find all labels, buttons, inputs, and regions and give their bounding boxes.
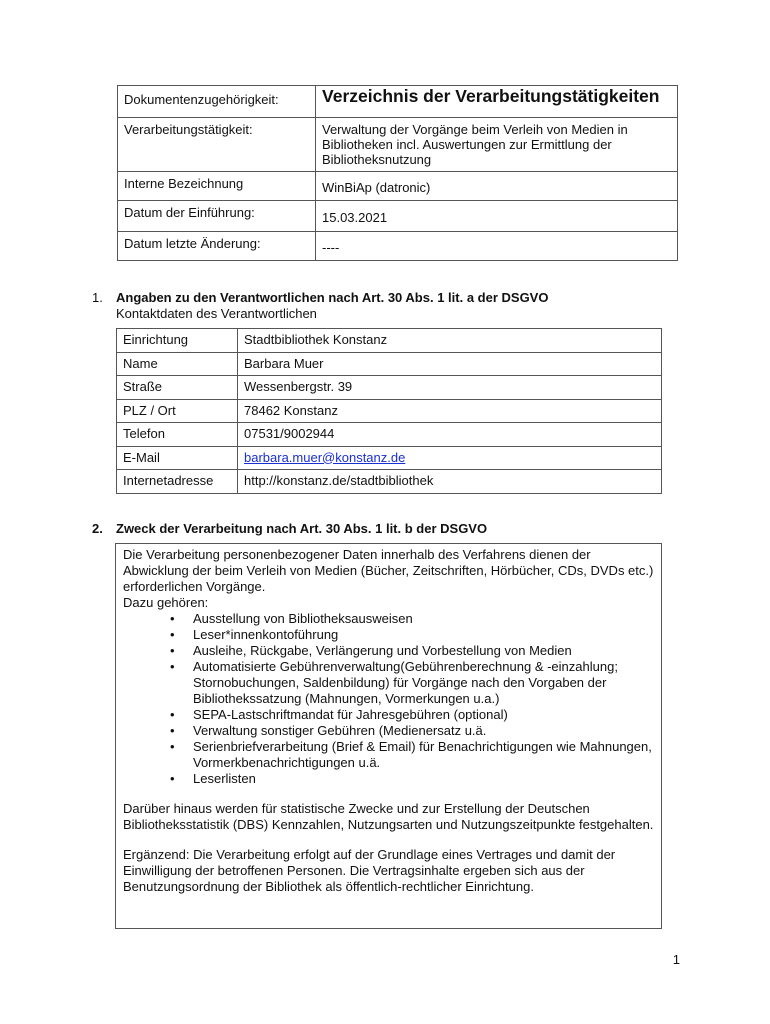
header-key-internal-name: Interne Bezeichnung [118,172,316,201]
section1-number: 1. [92,290,103,305]
contact-row [117,329,662,353]
purpose-intro: Die Verarbeitung personenbezogener Daten innerhalb des Verfahrens dienen der Abwicklung der beim Verleih von Medien (Bücher, Zeitschriften, Hörbücher, CDs, DVDs etc.) erforderlichen Vorgänge. [123,547,654,594]
list-item [123,771,654,787]
header-key-activity: Verarbeitungstätigkeit: [118,118,316,172]
header-value-activity: Verwaltung der Vorgänge beim Verleih von Medien in Bibliotheken incl. Auswertungen zur Ermittlung der Bibliotheksnutzung [316,118,678,172]
bullet-icon: • [170,723,175,738]
list-item-text: Serienbriefverarbeitung (Brief & Email) für Benachrichtigungen wie Mahnungen, Vormerkbenachrichtigungen u.ä. [193,739,652,770]
list-item-text: Ausstellung von Bibliotheksausweisen [193,611,413,626]
email-link[interactable]: barbara.muer@konstanz.de [244,449,406,465]
contact-row [117,446,662,470]
list-item [123,739,654,771]
contact-value: 07531/9002944 [238,423,662,447]
list-item-text: SEPA-Lastschriftmandat für Jahresgebühren (optional) [193,707,508,722]
list-item [123,611,654,627]
section1-title: Angaben zu den Verantwortlichen nach Art. 30 Abs. 1 lit. a der DSGVO [116,290,549,305]
contact-value: Stadtbibliothek Konstanz [238,329,662,353]
purpose-list [123,611,654,787]
contact-row [117,352,662,376]
statistics-paragraph: Darüber hinaus werden für statistische Zwecke und zur Erstellung der Deutschen Bibliotheksstatistik (DBS) Kennzahlen, Nutzungsarten und Nutzungszeitpunkte festgehalten. [123,801,654,832]
document-title: Verzeichnis der Verarbeitungstätigkeiten [316,86,678,118]
contact-row [117,399,662,423]
contact-key: PLZ / Ort [117,399,238,423]
list-item-text: Leserlisten [193,771,256,786]
contact-key: E-Mail [117,446,238,470]
list-item-text: Automatisierte Gebührenverwaltung(Gebührenberechnung & -einzahlung; Stornobuchungen, Saldenbildung) für Vorgänge nach den Vorgaben der Bibliothekssatzung (Mahnungen, Vormerkungen u.a.) [193,659,618,706]
bullet-icon: • [170,611,175,626]
header-key-last-change: Datum letzte Änderung: [118,232,316,261]
bullet-icon: • [170,643,175,658]
header-value-internal-name: WinBiAp (datronic) [316,172,678,201]
list-item [123,707,654,723]
purpose-list-heading: Dazu gehören: [123,595,209,610]
header-key-introduction-date: Datum der Einführung: [118,201,316,232]
list-item-text: Leser*innenkontoführung [193,627,339,642]
header-key-document: Dokumentenzugehörigkeit: [118,86,316,118]
contact-value: Barbara Muer [238,352,662,376]
contact-email-cell [238,446,662,470]
contact-value: http://konstanz.de/stadtbibliothek [238,470,662,494]
list-item [123,659,654,707]
bullet-icon: • [170,659,175,674]
contact-table [116,328,662,494]
section2-title: Zweck der Verarbeitung nach Art. 30 Abs. 1 lit. b der DSGVO [116,521,488,536]
contact-key: Telefon [117,423,238,447]
header-value-last-change: ---- [316,232,678,261]
list-item [123,723,654,739]
bullet-icon: • [170,627,175,642]
bullet-icon: • [170,771,175,786]
page-number: 1 [672,952,680,967]
contact-row [117,376,662,400]
list-item [123,627,654,643]
section2-number: 2. [92,521,103,536]
contact-key: Straße [117,376,238,400]
contact-row [117,423,662,447]
contact-key: Internetadresse [117,470,238,494]
section1-subtitle: Kontaktdaten des Verantwortlichen [116,306,317,321]
purpose-box [115,543,662,929]
header-value-introduction-date: 15.03.2021 [316,201,678,232]
document-header-table [117,85,678,261]
contact-row [117,470,662,494]
list-item-text: Verwaltung sonstiger Gebühren (Medienersatz u.ä. [193,723,487,738]
bullet-icon: • [170,739,175,754]
bullet-icon: • [170,707,175,722]
list-item [123,643,654,659]
list-item-text: Ausleihe, Rückgabe, Verlängerung und Vorbestellung von Medien [193,643,572,658]
contact-value: 78462 Konstanz [238,399,662,423]
contact-key: Einrichtung [117,329,238,353]
supplement-paragraph: Ergänzend: Die Verarbeitung erfolgt auf der Grundlage eines Vertrages und damit der Einwilligung der betroffenen Personen. Die Vertragsinhalte ergeben sich aus der Benutzungsordnung der Bibliothek als öffentlich-rechtlicher Einrichtung. [123,847,616,894]
contact-value: Wessenbergstr. 39 [238,376,662,400]
contact-key: Name [117,352,238,376]
